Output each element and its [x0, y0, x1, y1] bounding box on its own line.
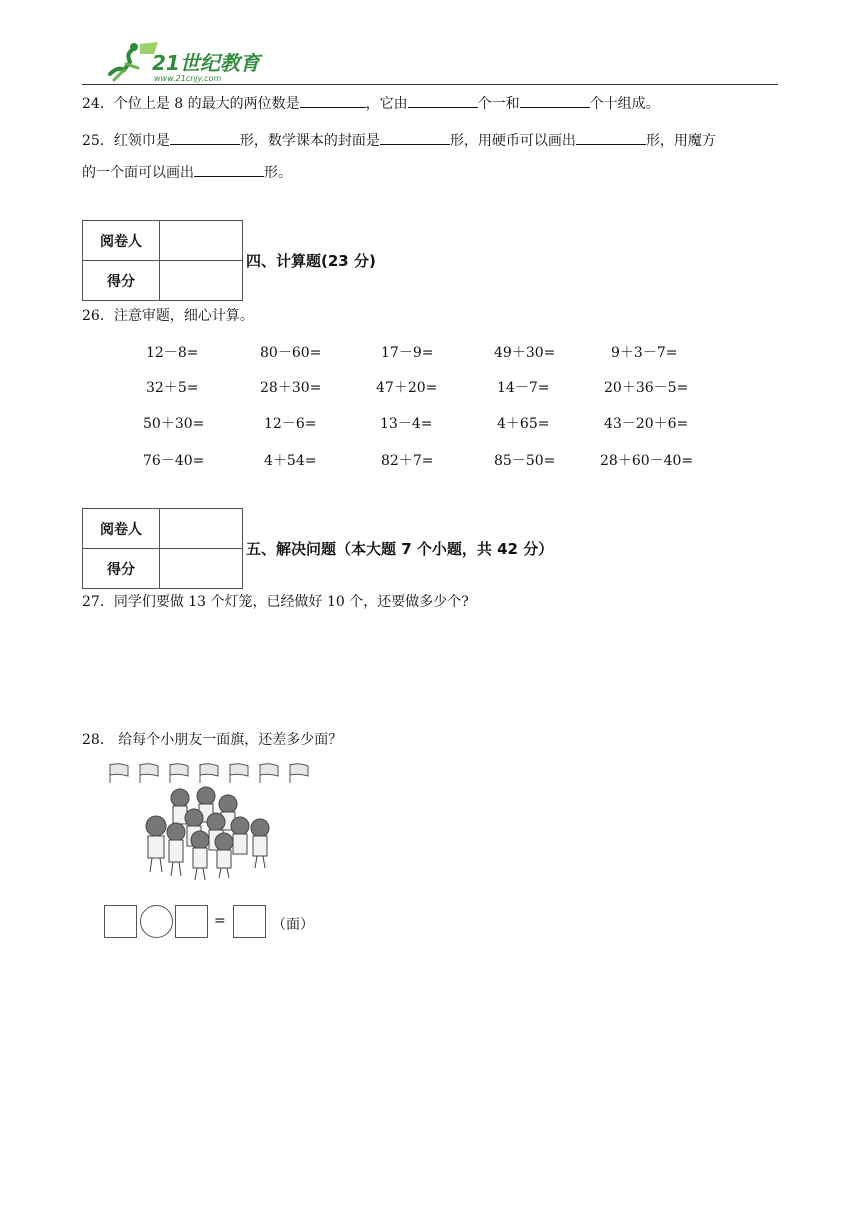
answer-blank[interactable]: [300, 93, 366, 108]
section-4-title: 四、计算题(23 分): [246, 252, 376, 270]
calc-item: 47＋20=: [376, 380, 438, 396]
question-27: 27．同学们要做 13 个灯笼，已经做好 10 个，还要做多少个?: [82, 594, 469, 610]
flags-illustration: [108, 762, 318, 784]
answer-blank[interactable]: [170, 130, 240, 145]
flag-icon: [170, 764, 188, 783]
flag-icon: [140, 764, 158, 783]
child-icon: [231, 817, 249, 854]
question-26: 26．注意审题，细心计算。: [82, 308, 254, 324]
header-rule: [82, 84, 778, 85]
calc-item: 13－4=: [380, 416, 433, 432]
calc-item: 12－6=: [264, 416, 317, 432]
reviewer-cell[interactable]: [160, 221, 243, 261]
calc-item: 43－20＋6=: [604, 416, 689, 432]
calc-item: 28＋30=: [260, 380, 322, 396]
calc-item: 50＋30=: [143, 416, 205, 432]
operator-circle[interactable]: [140, 905, 173, 938]
logo-url: www.21cnjy.com: [154, 74, 222, 83]
question-24: 24．个位上是 8 的最大的两位数是 ，它由 个一和 个十组成。: [82, 93, 660, 114]
flag-icon: [290, 764, 308, 783]
calc-item: 85－50=: [494, 453, 556, 469]
runner-icon: [110, 42, 158, 80]
section-5-title: 五、解决问题（本大题 7 个小题，共 42 分）: [246, 540, 554, 558]
flag-icon: [230, 764, 248, 783]
logo-text: 21世纪教育: [152, 51, 260, 75]
reviewer-label: 阅卷人: [83, 221, 160, 261]
calc-item: 4＋65=: [497, 416, 550, 432]
calc-item: 28＋60－40=: [600, 453, 694, 469]
score-label: 得分: [83, 261, 160, 301]
reviewer-cell[interactable]: [160, 509, 243, 549]
answer-blank[interactable]: [380, 130, 450, 145]
score-cell[interactable]: [160, 261, 243, 301]
calc-item: 20＋36－5=: [604, 380, 689, 396]
calc-item: 49＋30=: [494, 345, 556, 361]
calc-item: 4＋54=: [264, 453, 317, 469]
calc-item: 32＋5=: [146, 380, 199, 396]
calc-item: 82＋7=: [381, 453, 434, 469]
answer-blank[interactable]: [408, 93, 478, 108]
answer-blank[interactable]: [520, 93, 590, 108]
flag-icon: [110, 764, 128, 783]
equation-box[interactable]: [175, 905, 208, 938]
score-label: 得分: [83, 549, 160, 589]
score-table: [82, 220, 243, 301]
answer-box[interactable]: [233, 905, 266, 938]
question-25-cont: 的一个面可以画出 形。: [82, 162, 292, 183]
calc-item: 12－8=: [146, 345, 199, 361]
child-icon: [215, 833, 233, 878]
equation-box[interactable]: [104, 905, 137, 938]
score-table: [82, 508, 243, 589]
answer-blank[interactable]: [576, 130, 646, 145]
unit-label: （面）: [272, 917, 314, 933]
calc-item: 9＋3－7=: [611, 345, 678, 361]
question-28: 28． 给每个小朋友一面旗，还差多少面？: [82, 732, 343, 748]
child-icon: [146, 816, 166, 872]
answer-blank[interactable]: [194, 162, 264, 177]
children-illustration: [136, 786, 272, 882]
calc-item: 76－40=: [143, 453, 205, 469]
calc-item: 80－60=: [260, 345, 322, 361]
reviewer-label: 阅卷人: [83, 509, 160, 549]
flag-icon: [260, 764, 278, 783]
score-cell[interactable]: [160, 549, 243, 589]
logo: [104, 40, 274, 84]
calc-item: 14－7=: [497, 380, 550, 396]
child-icon: [167, 823, 185, 876]
child-icon: [251, 819, 269, 868]
flag-icon: [200, 764, 218, 783]
equals-sign: =: [214, 913, 226, 929]
question-25: 25．红领巾是 形，数学课本的封面是 形，用硬币可以画出 形，用魔方: [82, 130, 716, 151]
child-icon: [191, 831, 209, 880]
calc-item: 17－9=: [381, 345, 434, 361]
